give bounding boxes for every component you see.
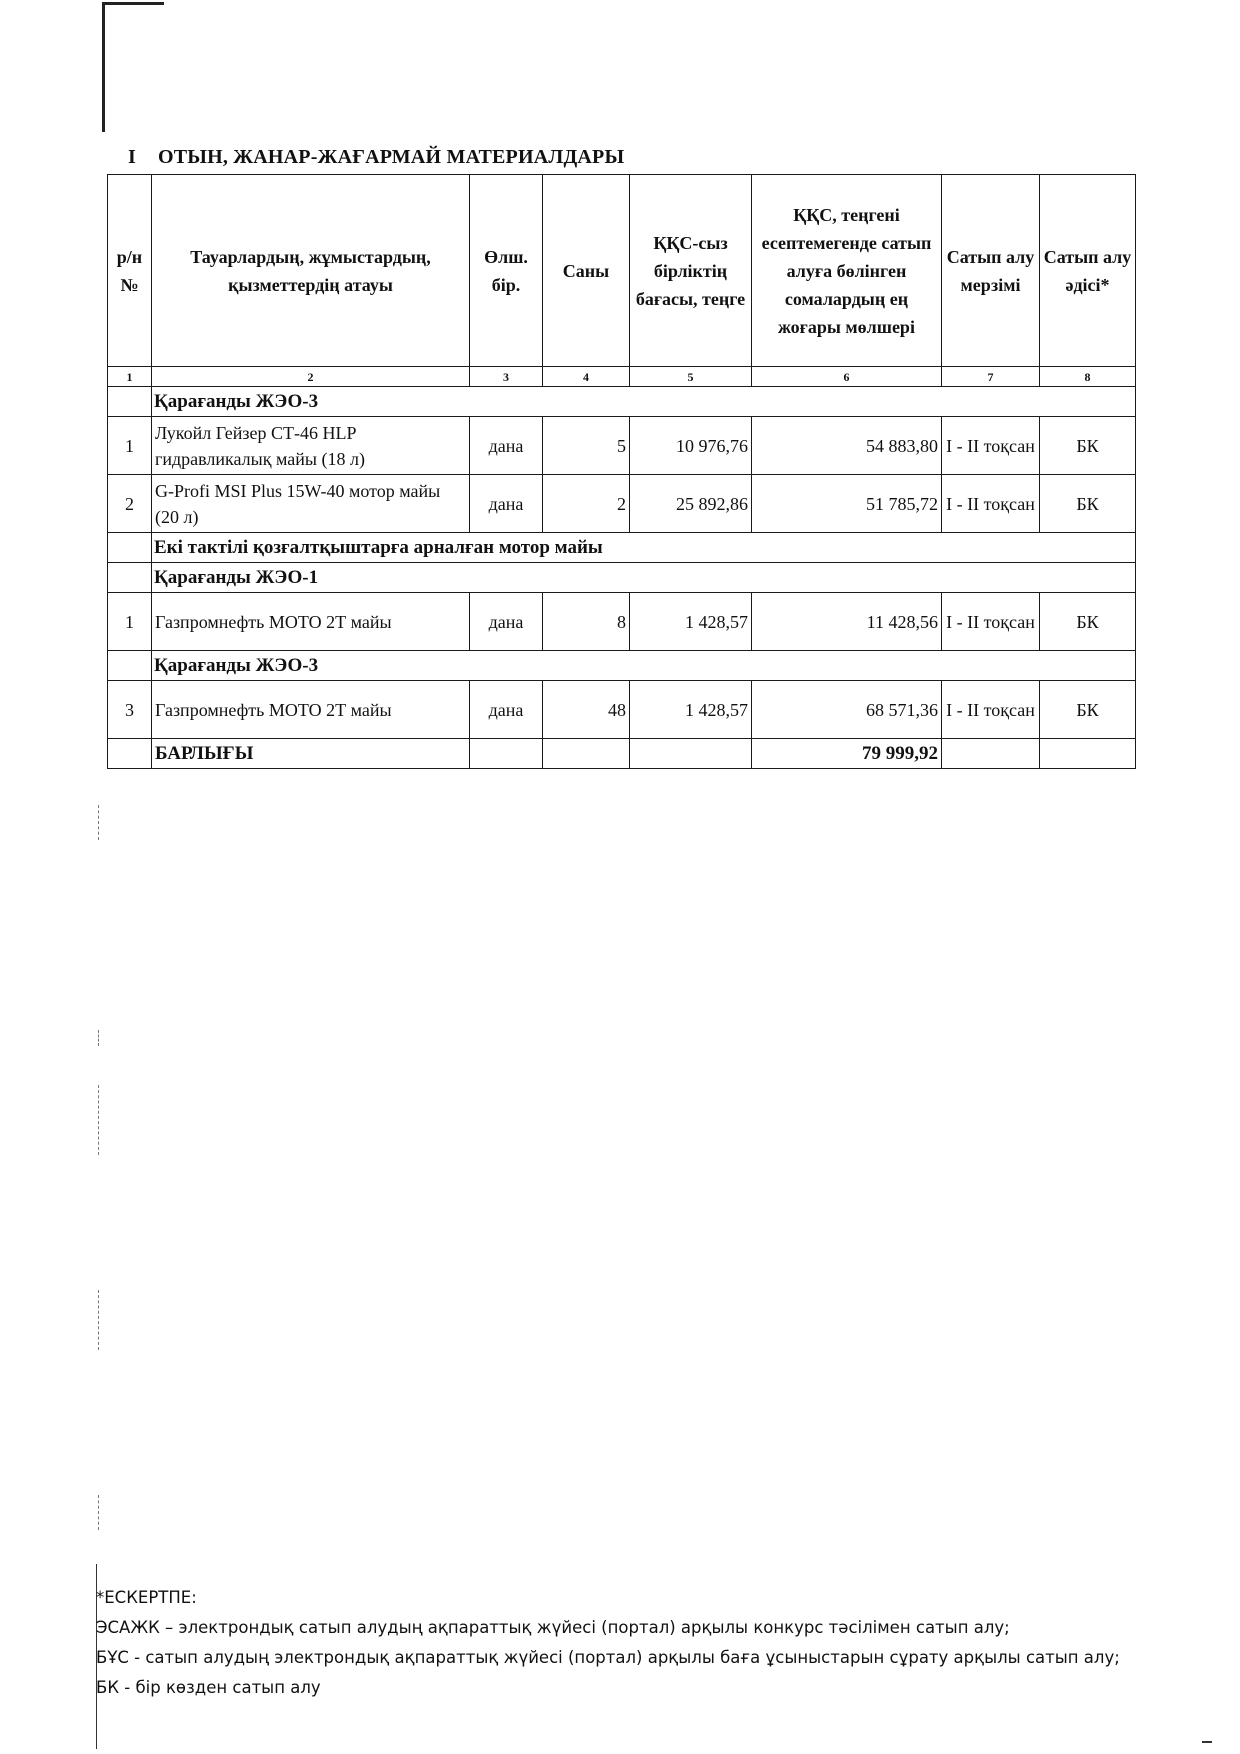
row-number: 2: [108, 475, 152, 533]
column-number: 4: [543, 367, 630, 387]
group-label: Қарағанды ЖЭО-1: [152, 563, 1136, 593]
footnote-line: ЭСАЖК – электрондық сатып алудың ақпараттық жүйесі (портал) арқылы конкурс тәсілімен сатып алу;: [96, 1618, 1010, 1637]
column-number: 5: [630, 367, 752, 387]
item-period: I - II тоқсан: [942, 593, 1040, 651]
procurement-table: [107, 174, 1136, 769]
group-label: Екі тактілі қозғалтқыштарға арналған мотор майы: [152, 533, 1136, 563]
table-row: [108, 417, 1136, 475]
row-number: 1: [108, 593, 152, 651]
item-unit: дана: [470, 475, 543, 533]
scan-dash-mark: [98, 1290, 100, 1350]
item-unit: дана: [470, 681, 543, 739]
item-qty: 2: [543, 475, 630, 533]
group-label: Қарағанды ЖЭО-3: [152, 387, 1136, 417]
item-qty: 5: [543, 417, 630, 475]
scan-edge-top: [102, 2, 164, 5]
item-name: Газпромнефть МОТО 2Т майы: [152, 593, 470, 651]
item-period: I - II тоқсан: [942, 681, 1040, 739]
item-method: БК: [1040, 475, 1136, 533]
group-label: Қарағанды ЖЭО-3: [152, 651, 1136, 681]
scan-dash-mark: [98, 805, 100, 840]
column-number: 1: [108, 367, 152, 387]
group-row: [108, 563, 1136, 593]
row-number: 3: [108, 681, 152, 739]
item-total: 51 785,72: [752, 475, 942, 533]
footnote-line: БК - бір көзден сатып алу: [96, 1678, 321, 1697]
footnote-heading: *ЕСКЕРТПЕ:: [96, 1588, 197, 1607]
item-name: G-Profi MSI Plus 15W-40 мотор майы (20 л): [152, 475, 470, 533]
column-number: 2: [152, 367, 470, 387]
header-cell: Саны: [543, 175, 630, 367]
row-number: 1: [108, 417, 152, 475]
group-row: [108, 651, 1136, 681]
table-row: [108, 593, 1136, 651]
scan-edge-left: [102, 2, 105, 132]
item-unit: дана: [470, 417, 543, 475]
table-row: [108, 475, 1136, 533]
header-cell: Тауарлардың, жұмыстардың, қызметтердің атауы: [152, 175, 470, 367]
group-row: [108, 533, 1136, 563]
header-cell: Өлш. бір.: [470, 175, 543, 367]
table-header-row: [108, 175, 1136, 367]
item-qty: 48: [543, 681, 630, 739]
item-method: БК: [1040, 417, 1136, 475]
item-name: Газпромнефть МОТО 2Т майы: [152, 681, 470, 739]
section-number: I: [128, 146, 136, 168]
item-total: 68 571,36: [752, 681, 942, 739]
total-label: БАРЛЫҒЫ: [152, 739, 470, 769]
scan-dash-mark: [98, 1030, 100, 1046]
item-price: 1 428,57: [630, 681, 752, 739]
group-row: [108, 387, 1136, 417]
total-value: 79 999,92: [752, 739, 942, 769]
item-name: Лукойл Гейзер СТ-46 HLP гидравликалық майы (18 л): [152, 417, 470, 475]
total-row: [108, 739, 1136, 769]
item-period: I - II тоқсан: [942, 417, 1040, 475]
column-number: 7: [942, 367, 1040, 387]
header-cell: Сатып алу әдісі*: [1040, 175, 1136, 367]
table-row: [108, 681, 1136, 739]
footnote-line: БҰС - сатып алудың электрондық ақпараттық жүйесі (портал) арқылы баға ұсыныстарын сұрату арқылы сатып алу;: [96, 1648, 1120, 1667]
footnote: [96, 1583, 1136, 1703]
header-cell: Сатып алу мерзімі: [942, 175, 1040, 367]
item-qty: 8: [543, 593, 630, 651]
section-title: [128, 146, 624, 169]
scan-dash-mark: [98, 1085, 100, 1155]
item-unit: дана: [470, 593, 543, 651]
item-total: 11 428,56: [752, 593, 942, 651]
item-price: 10 976,76: [630, 417, 752, 475]
item-price: 1 428,57: [630, 593, 752, 651]
item-method: БК: [1040, 681, 1136, 739]
column-number-row: [108, 367, 1136, 387]
header-cell: ҚҚС, теңгені есептемегенде сатып алуға бөлінген сомалардың ең жоғары мөлшері: [752, 175, 942, 367]
header-cell: ҚҚС-сыз бірліктің бағасы, теңге: [630, 175, 752, 367]
section-title-text: ОТЫН, ЖАНАР-ЖАҒАРМАЙ МАТЕРИАЛДАРЫ: [158, 146, 625, 168]
item-period: I - II тоқсан: [942, 475, 1040, 533]
scan-tick-mark: [1202, 1741, 1212, 1743]
column-number: 3: [470, 367, 543, 387]
item-total: 54 883,80: [752, 417, 942, 475]
item-price: 25 892,86: [630, 475, 752, 533]
column-number: 8: [1040, 367, 1136, 387]
item-method: БК: [1040, 593, 1136, 651]
header-cell: р/н №: [108, 175, 152, 367]
column-number: 6: [752, 367, 942, 387]
scan-dash-mark: [98, 1495, 100, 1530]
